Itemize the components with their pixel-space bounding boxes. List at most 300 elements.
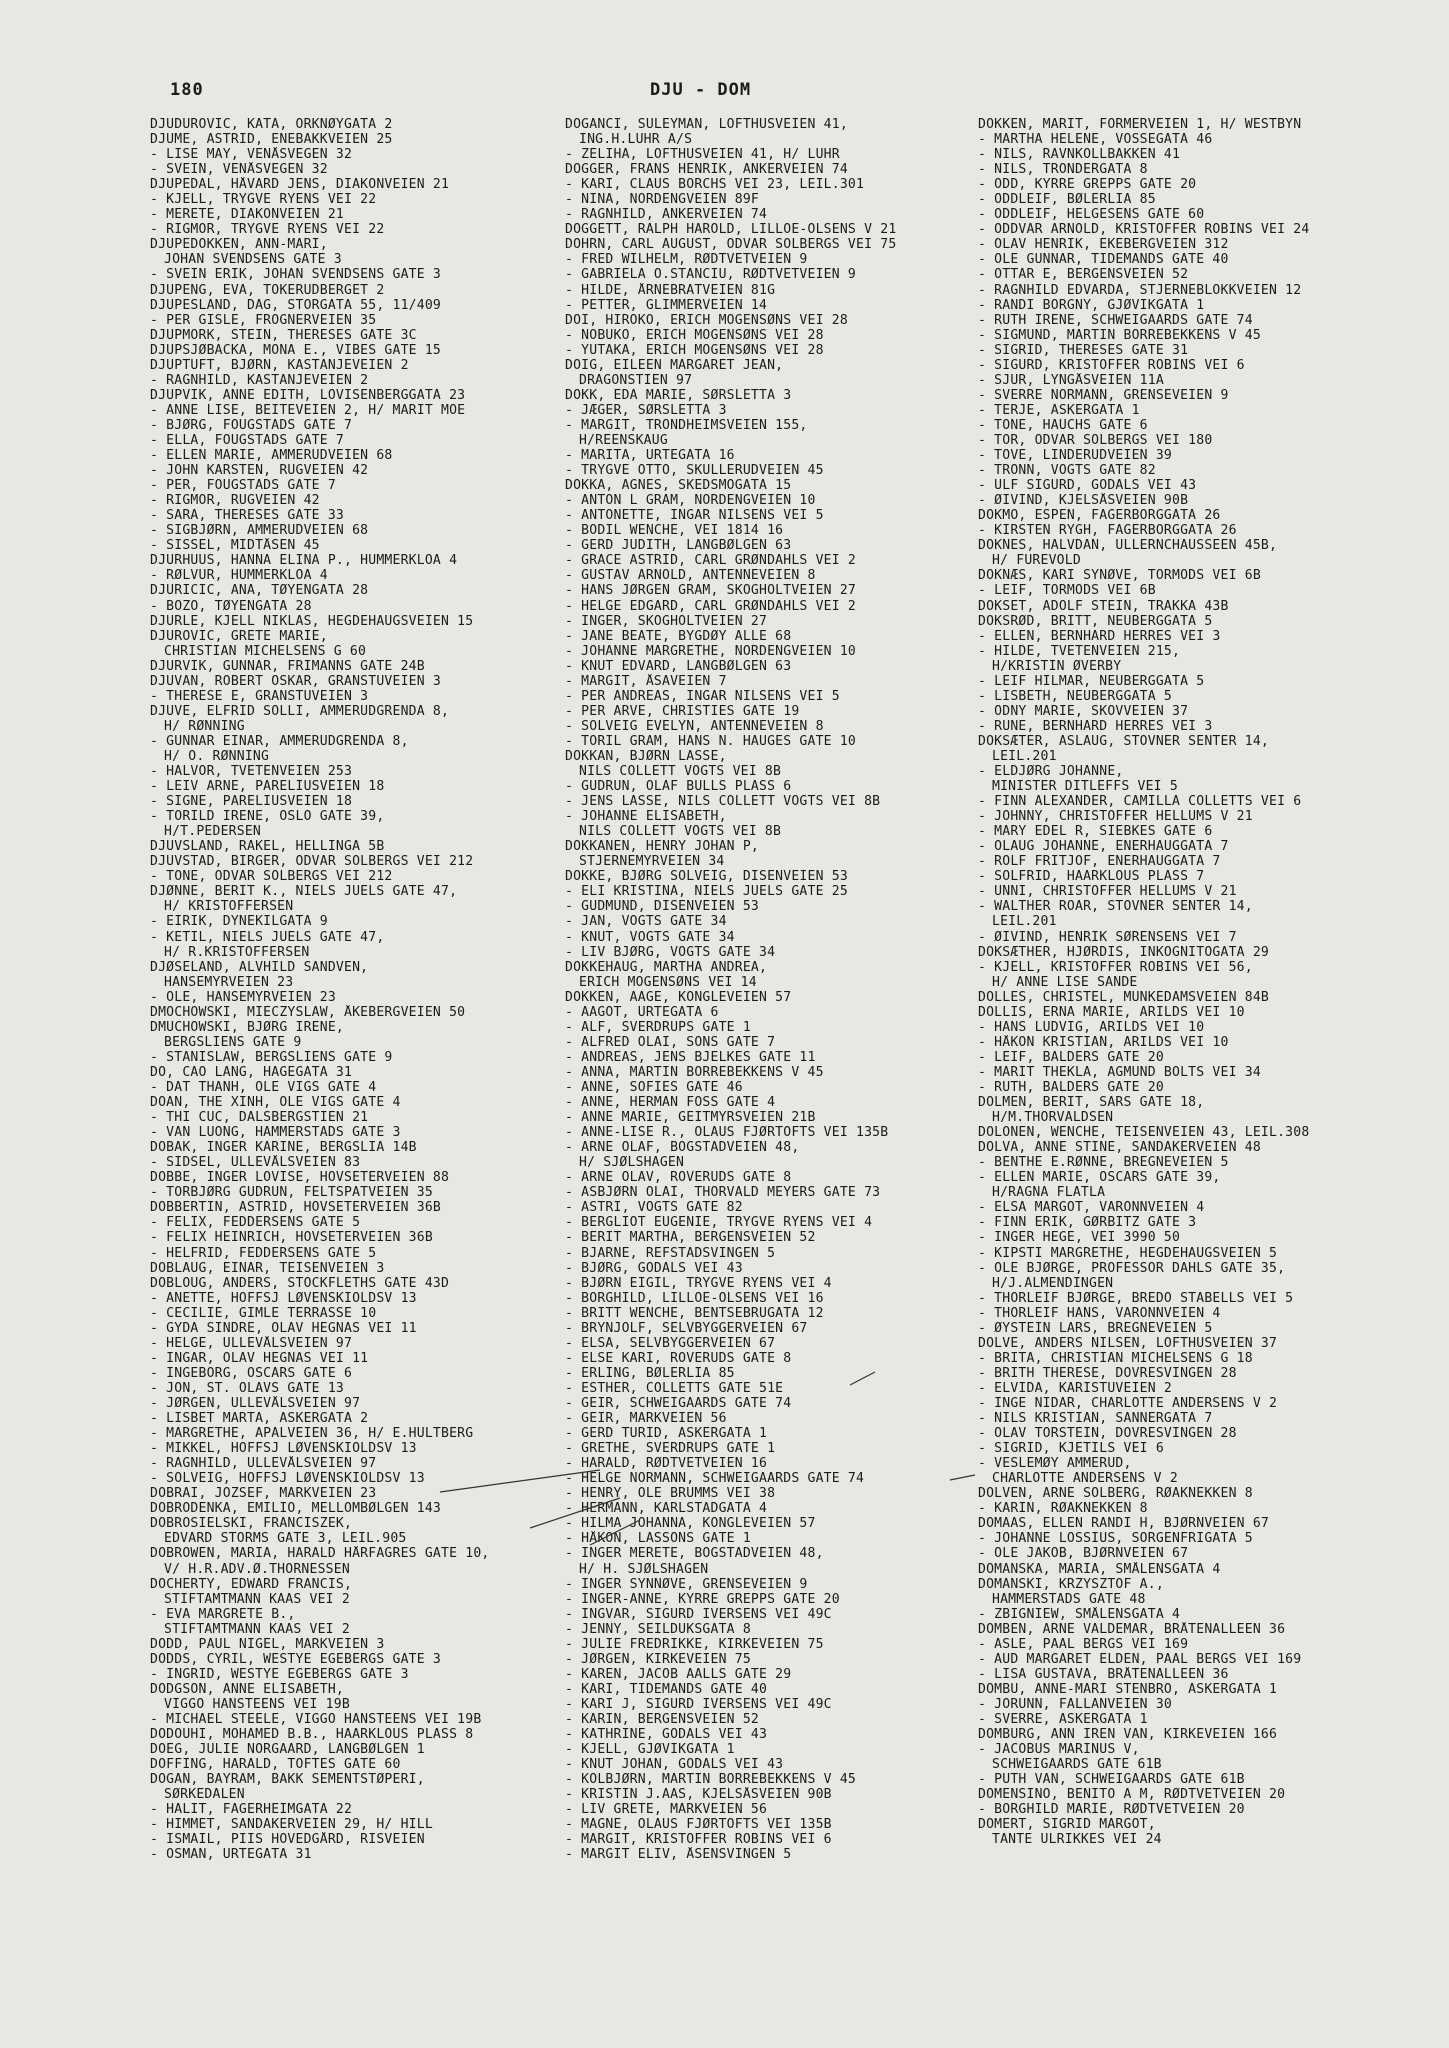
directory-entry: - GRETHE, SVERDRUPS GATE 1 xyxy=(565,1441,776,1457)
directory-entry: SØRKEDALEN xyxy=(164,1787,245,1803)
directory-entry: - ELDJØRG JOHANNE, xyxy=(978,764,1124,780)
directory-entry: - ØYSTEIN LARS, BREGNEVEIEN 5 xyxy=(978,1320,1213,1336)
directory-entry: - OLAUG JOHANNE, ENERHAUGGATA 7 xyxy=(978,839,1229,855)
directory-entry: - ODDLEIF, BØLERLIA 85 xyxy=(978,192,1156,208)
directory-entry: - RANDI BORGNY, GJØVIKGATA 1 xyxy=(978,297,1205,313)
directory-entry: - ODD, KYRRE GREPPS GATE 20 xyxy=(978,177,1197,193)
directory-entry: DOFFING, HARALD, TOFTES GATE 60 xyxy=(150,1757,401,1773)
directory-entry: DOKKEHAUG, MARTHA ANDREA, xyxy=(565,959,768,975)
directory-entry: - HENRY, OLE BRUMMS VEI 38 xyxy=(565,1486,776,1502)
directory-entry: - ANDREAS, JENS BJELKES GATE 11 xyxy=(565,1049,816,1065)
directory-entry: - SIGURD, KRISTOFFER ROBINS VEI 6 xyxy=(978,357,1245,373)
directory-entry: - RAGNHILD, ANKERVEIEN 74 xyxy=(565,207,768,223)
directory-entry: - JØRGEN, KIRKEVEIEN 75 xyxy=(565,1651,751,1667)
directory-entry: DOKKEN, AAGE, KONGLEVEIEN 57 xyxy=(565,989,792,1005)
directory-entry: H/ FUREVOLD xyxy=(992,553,1081,569)
directory-entry: DOKKANEN, HENRY JOHAN P, xyxy=(565,839,759,855)
directory-entry: DOGAN, BAYRAM, BAKK SEMENTSTØPERI, xyxy=(150,1772,425,1788)
directory-entry: DOCHERTY, EDWARD FRANCIS, xyxy=(150,1576,353,1592)
directory-entry: - RUNE, BERNHARD HERRES VEI 3 xyxy=(978,718,1213,734)
directory-entry: - ARNE OLAV, ROVERUDS GATE 8 xyxy=(565,1170,792,1186)
directory-entry: - SVERRE, ASKERGATA 1 xyxy=(978,1711,1148,1727)
directory-entry: - INGER MERETE, BOGSTADVEIEN 48, xyxy=(565,1546,824,1562)
directory-entry: - TORIL GRAM, HANS N. HAUGES GATE 10 xyxy=(565,733,856,749)
directory-entry: V/ H.R.ADV.Ø.THORNESSEN xyxy=(164,1561,350,1577)
directory-entry: DOBRAI, JOZSEF, MARKVEIEN 23 xyxy=(150,1486,377,1502)
directory-entry: - ELLA, FOUGSTADS GATE 7 xyxy=(150,432,344,448)
directory-entry: - BERGLIOT EUGENIE, TRYGVE RYENS VEI 4 xyxy=(565,1215,873,1231)
directory-entry: - PER ARVE, CHRISTIES GATE 19 xyxy=(565,703,800,719)
directory-entry: - SIGRID, THERESES GATE 31 xyxy=(978,342,1189,358)
directory-entry: - RIGMOR, TRYGVE RYENS VEI 22 xyxy=(150,222,385,238)
directory-entry: - BJØRG, FOUGSTADS GATE 7 xyxy=(150,417,353,433)
directory-entry: H/ O. RØNNING xyxy=(164,748,270,764)
directory-entry: H/M.THORVALDSEN xyxy=(992,1110,1114,1126)
directory-entry: - BORGHILD MARIE, RØDTVETVEIEN 20 xyxy=(978,1802,1245,1818)
directory-entry: - TORILD IRENE, OSLO GATE 39, xyxy=(150,809,385,825)
directory-entry: - KARIN, RØAKNEKKEN 8 xyxy=(978,1501,1148,1517)
directory-entry: - RUTH, BALDERS GATE 20 xyxy=(978,1080,1164,1095)
directory-entry: - TRONN, VOGTS GATE 82 xyxy=(978,463,1156,479)
directory-entry: - SVERRE NORMANN, GRENSEVEIEN 9 xyxy=(978,387,1229,403)
directory-entry: - GEIR, SCHWEIGAARDS GATE 74 xyxy=(565,1395,792,1411)
directory-entry: DOMENSINO, BENITO A M, RØDTVETVEIEN 20 xyxy=(978,1787,1286,1803)
directory-entry: - ANTON L GRAM, NORDENGVEIEN 10 xyxy=(565,493,816,509)
directory-entry: - RIGMOR, RUGVEIEN 42 xyxy=(150,493,320,509)
directory-entry: - OTTAR E, BERGENSVEIEN 52 xyxy=(978,267,1189,283)
directory-entry: H/ KRISTOFFERSEN xyxy=(164,899,294,915)
directory-entry: - LEIF, BALDERS GATE 20 xyxy=(978,1049,1164,1065)
directory-entry: DJUPEDOKKEN, ANN-MARI, xyxy=(150,237,328,253)
directory-entry: DJUVE, ELFRID SOLLI, AMMERUDGRENDA 8, xyxy=(150,703,450,719)
directory-entry: DJUPSJØBACKA, MONA E., VIBES GATE 15 xyxy=(150,342,441,358)
directory-entry: - FINN ERIK, GØRBITZ GATE 3 xyxy=(978,1215,1197,1231)
directory-entry: - ULF SIGURD, GODALS VEI 43 xyxy=(978,478,1197,494)
directory-entry: - VESLEMØY AMMERUD, xyxy=(978,1456,1132,1472)
directory-entry: - SOLFRID, HAARKLOUS PLASS 7 xyxy=(978,869,1205,885)
directory-entry: - PUTH VAN, SCHWEIGAARDS GATE 61B xyxy=(978,1772,1245,1788)
directory-entry: - KIRSTEN RYGH, FAGERBORGGATA 26 xyxy=(978,523,1237,539)
directory-entry: - LEIF, TORMODS VEI 6B xyxy=(978,583,1156,599)
directory-entry: - KATHRINE, GODALS VEI 43 xyxy=(565,1727,768,1743)
directory-entry: - ANETTE, HOFFSJ LØVENSKIOLDSV 13 xyxy=(150,1290,417,1306)
directory-entry: CHRISTIAN MICHELSENS G 60 xyxy=(164,643,367,659)
directory-entry: DJUPEDAL, HÅVARD JENS, DIAKONVEIEN 21 xyxy=(150,177,450,193)
directory-entry: DJUDUROVIC, KATA, ORKNØYGATA 2 xyxy=(150,117,393,132)
directory-entry: - ELSE KARI, ROVERUDS GATE 8 xyxy=(565,1350,792,1366)
directory-entry: NILS COLLETT VOGTS VEI 8B xyxy=(579,824,782,840)
directory-entry: DOKK, EDA MARIE, SØRSLETTA 3 xyxy=(565,387,792,403)
directory-entry: - JØRGEN, ULLEVÅLSVEIEN 97 xyxy=(150,1395,361,1411)
directory-entry: - GEIR, MARKVEIEN 56 xyxy=(565,1411,727,1427)
directory-entry: JOHAN SVENDSENS GATE 3 xyxy=(164,252,342,268)
directory-entry: DOMANSKA, MARIA, SMÅLENSGATA 4 xyxy=(978,1561,1221,1577)
directory-entry: - ARNE OLAF, BOGSTADVEIEN 48, xyxy=(565,1140,800,1156)
directory-entry: - BENTHE E.RØNNE, BREGNEVEIEN 5 xyxy=(978,1155,1229,1171)
directory-entry: DOLVA, ANNE STINE, SANDAKERVEIEN 48 xyxy=(978,1140,1261,1156)
directory-entry: - ANTONETTE, INGAR NILSENS VEI 5 xyxy=(565,508,824,524)
column-right xyxy=(978,117,1418,1847)
directory-entry: - GERD JUDITH, LANGBØLGEN 63 xyxy=(565,538,792,554)
directory-entry: DOMBURG, ANN IREN VAN, KIRKEVEIEN 166 xyxy=(978,1727,1278,1743)
directory-entry: DJURLE, KJELL NIKLAS, HEGDEHAUGSVEIEN 15 xyxy=(150,613,474,629)
directory-entry: - ANNE, HERMAN FOSS GATE 4 xyxy=(565,1095,776,1111)
directory-entry: - KAREN, JACOB AALLS GATE 29 xyxy=(565,1666,792,1682)
directory-entry: - JENNY, SEILDUKSGATA 8 xyxy=(565,1621,751,1637)
directory-entry: - FELIX HEINRICH, HOVSETERVEIEN 36B xyxy=(150,1230,433,1246)
directory-entry: DJURVIK, GUNNAR, FRIMANNS GATE 24B xyxy=(150,658,425,674)
directory-entry: - LIV BJØRG, VOGTS GATE 34 xyxy=(565,944,776,960)
directory-entry: - RAGNHILD, KASTANJEVEIEN 2 xyxy=(150,372,369,388)
directory-entry: DOHRN, CARL AUGUST, ODVAR SOLBERGS VEI 75 xyxy=(565,237,897,253)
directory-entry: DOIG, EILEEN MARGARET JEAN, xyxy=(565,357,784,373)
directory-entry: - KJELL, TRYGVE RYENS VEI 22 xyxy=(150,192,377,208)
directory-entry: - ASBJØRN OLAI, THORVALD MEYERS GATE 73 xyxy=(565,1185,881,1201)
directory-entry: - JOHANNE LOSSIUS, SORGENFRIGATA 5 xyxy=(978,1531,1253,1547)
directory-entry: - KETIL, NIELS JUELS GATE 47, xyxy=(150,929,385,945)
directory-entry: - HILMA JOHANNA, KONGLEVEIEN 57 xyxy=(565,1516,816,1532)
directory-entry: DJUVSTAD, BIRGER, ODVAR SOLBERGS VEI 212 xyxy=(150,854,474,870)
directory-entry: DMUCHOWSKI, BJØRG IRENE, xyxy=(150,1019,344,1035)
directory-entry: - LIV GRETE, MARKVEIEN 56 xyxy=(565,1802,768,1818)
directory-entry: - JOHNNY, CHRISTOFFER HELLUMS V 21 xyxy=(978,809,1253,825)
directory-entry: BERGSLIENS GATE 9 xyxy=(164,1034,302,1050)
directory-entry: - ALF, SVERDRUPS GATE 1 xyxy=(565,1019,751,1035)
directory-entry: - HILDE, ÅRNEBRATVEIEN 81G xyxy=(565,282,776,298)
directory-entry: - YUTAKA, ERICH MOGENSØNS VEI 28 xyxy=(565,342,824,358)
directory-entry: - HIMMET, SANDAKERVEIEN 29, H/ HILL xyxy=(150,1817,433,1833)
directory-entry: DODDS, CYRIL, WESTYE EGEBERGS GATE 3 xyxy=(150,1651,441,1667)
directory-entry: DOLMEN, BERIT, SARS GATE 18, xyxy=(978,1095,1205,1111)
directory-entry: - BRITA, CHRISTIAN MICHELSENS G 18 xyxy=(978,1350,1253,1366)
directory-entry: SCHWEIGAARDS GATE 61B xyxy=(992,1757,1162,1773)
directory-entry: - ELLEN MARIE, AMMERUDVEIEN 68 xyxy=(150,448,393,464)
directory-entry: - MIKKEL, HOFFSJ LØVENSKIOLDSV 13 xyxy=(150,1441,417,1457)
directory-entry: - THORLEIF BJØRGE, BREDO STABELLS VEI 5 xyxy=(978,1290,1294,1306)
directory-entry: - PER ANDREAS, INGAR NILSENS VEI 5 xyxy=(565,688,840,704)
directory-entry: - KOLBJØRN, MARTIN BORREBEKKENS V 45 xyxy=(565,1772,856,1788)
directory-entry: - ANNE LISE, BEITEVEIEN 2, H/ MARIT MOE xyxy=(150,402,466,418)
directory-entry: - SIGBJØRN, AMMERUDVEIEN 68 xyxy=(150,523,369,539)
directory-entry: - GUSTAV ARNOLD, ANTENNEVEIEN 8 xyxy=(565,568,816,584)
directory-entry: - LISE MAY, VENÅSVEGEN 32 xyxy=(150,147,353,163)
directory-entry: - NINA, NORDENGVEIEN 89F xyxy=(565,192,759,208)
directory-entry: - SOLVEIG, HOFFSJ LØVENSKIOLDSV 13 xyxy=(150,1471,425,1487)
directory-entry: - SVEIN ERIK, JOHAN SVENDSENS GATE 3 xyxy=(150,267,441,283)
directory-entry: DOKKAN, BJØRN LASSE, xyxy=(565,748,727,764)
directory-entry: - MARGIT, ÅSAVEIEN 7 xyxy=(565,673,727,689)
directory-entry: - HALIT, FAGERHEIMGATA 22 xyxy=(150,1802,353,1818)
directory-entry: ING.H.LÜHR A/S xyxy=(579,132,693,148)
directory-entry: - HALVOR, TVETENVEIEN 253 xyxy=(150,764,353,780)
directory-entry: - BORGHILD, LILLOE-OLSENS VEI 16 xyxy=(565,1290,824,1306)
directory-entry: DOLONEN, WENCHE, TEISENVEIEN 43, LEIL.308 xyxy=(978,1125,1310,1141)
directory-entry: - ROLF FRITJOF, ENERHAUGGATA 7 xyxy=(978,854,1221,870)
directory-entry: - TONE, ODVAR SOLBERGS VEI 212 xyxy=(150,869,393,885)
directory-entry: - INGER HEGE, VEI 3990 50 xyxy=(978,1230,1181,1246)
directory-entry: - JÆGER, SØRSLETTA 3 xyxy=(565,402,727,418)
directory-entry: - TRYGVE OTTO, SKULLERUDVEIEN 45 xyxy=(565,463,824,479)
directory-entry: - KJELL, KRISTOFFER ROBINS VEI 56, xyxy=(978,959,1253,975)
directory-entry: - MARGIT, TRONDHEIMSVEIEN 155, xyxy=(565,417,808,433)
directory-entry: - LEIF HILMAR, NEUBERGGATA 5 xyxy=(978,673,1205,689)
directory-entry: - HILDE, TVETENVEIEN 215, xyxy=(978,643,1181,659)
directory-entry: - SJUR, LYNGÅSVEIEN 11A xyxy=(978,372,1164,388)
directory-entry: DJØSELAND, ALVHILD SANDVEN, xyxy=(150,959,369,975)
directory-entry: - THERESE E, GRANSTUVEIEN 3 xyxy=(150,688,369,704)
directory-entry: - KRISTIN J.AAS, KJELSÅSVEIEN 90B xyxy=(565,1787,832,1803)
directory-entry: - BERIT MARTHA, BERGENSVEIEN 52 xyxy=(565,1230,816,1246)
directory-entry: - MERETE, DIAKONVEIEN 21 xyxy=(150,207,344,223)
directory-entry: - INGE NIDAR, CHARLOTTE ANDERSENS V 2 xyxy=(978,1395,1278,1411)
directory-entry: - JOHANNE ELISABETH, xyxy=(565,809,727,825)
directory-entry: DOKSÆTER, ASLAUG, STOVNER SENTER 14, xyxy=(978,733,1269,749)
directory-entry: - JANE BEATE, BYGDØY ALLE 68 xyxy=(565,628,792,644)
directory-entry: - LEIV ARNE, PARELIUSVEIEN 18 xyxy=(150,779,385,795)
directory-entry: DOBROWEN, MARIA, HARALD HÅRFAGRES GATE 10, xyxy=(150,1546,490,1562)
directory-entry: - ODNY MARIE, SKOVVEIEN 37 xyxy=(978,703,1189,719)
directory-entry: - SIGRID, KJETILS VEI 6 xyxy=(978,1441,1164,1457)
directory-entry: DOKKA, AGNES, SKEDSMOGATA 15 xyxy=(565,478,792,494)
directory-entry: - EVA MARGRETE B., xyxy=(150,1606,296,1622)
directory-entry: DOGGETT, RALPH HAROLD, LILLOE-OLSENS V 21 xyxy=(565,222,897,238)
directory-entry: DOLLES, CHRISTEL, MUNKEDAMSVEIEN 84B xyxy=(978,989,1269,1005)
directory-entry: - RØLVUR, HUMMERKLOA 4 xyxy=(150,568,328,584)
directory-entry: - ØIVIND, KJELSÅSVEIEN 90B xyxy=(978,493,1189,509)
directory-entry: - GABRIELA O.STANCIU, RØDTVETVEIEN 9 xyxy=(565,267,856,283)
directory-entry: - SISSEL, MIDTÅSEN 45 xyxy=(150,538,320,554)
directory-entry: - HANS LUDVIG, ARILDS VEI 10 xyxy=(978,1019,1205,1035)
directory-entry: - RUTH IRENE, SCHWEIGAARDS GATE 74 xyxy=(978,312,1253,328)
directory-entry: H/ RØNNING xyxy=(164,718,245,734)
directory-entry: - MARITA, URTEGATA 16 xyxy=(565,448,735,464)
directory-entry: - JAN, VOGTS GATE 34 xyxy=(565,914,727,930)
directory-entry: - MARGIT ELIV, ÅSENSVINGEN 5 xyxy=(565,1847,792,1863)
directory-entry: - KARI, TIDEMANDS GATE 40 xyxy=(565,1681,768,1697)
directory-entry: - WALTHER ROAR, STOVNER SENTER 14, xyxy=(978,899,1253,915)
directory-entry: DOEG, JULIE NORGAARD, LANGBØLGEN 1 xyxy=(150,1742,425,1758)
directory-entry: DMOCHOWSKI, MIECZYSLAW, ÅKEBERGVEIEN 50 xyxy=(150,1004,466,1020)
directory-entry: - HÅKON, LASSONS GATE 1 xyxy=(565,1531,751,1547)
directory-entry: - THI CUC, DALSBERGSTIEN 21 xyxy=(150,1110,369,1126)
directory-entry: DOKSRØD, BRITT, NEUBERGGATA 5 xyxy=(978,613,1213,629)
directory-entry: H/ ANNE LISE SANDE xyxy=(992,974,1138,990)
directory-entry: - DAT THANH, OLE VIGS GATE 4 xyxy=(150,1080,377,1095)
page-number: 180 xyxy=(170,80,204,100)
directory-entry: - BJØRN EIGIL, TRYGVE RYENS VEI 4 xyxy=(565,1275,832,1291)
directory-entry: - ISMAIL, PIIS HOVEDGÅRD, RISVEIEN xyxy=(150,1832,425,1848)
directory-entry: DJURICIC, ANA, TØYENGATA 28 xyxy=(150,583,369,599)
directory-entry: - ELVIDA, KARISTUVEIEN 2 xyxy=(978,1380,1172,1396)
directory-entry: DOBAK, INGER KARINE, BERGSLIA 14B xyxy=(150,1140,417,1156)
directory-entry: HANSEMYRVEIEN 23 xyxy=(164,974,294,990)
directory-entry: DOI, HIROKO, ERICH MOGENSØNS VEI 28 xyxy=(565,312,848,328)
directory-entry: - ELLEN, BERNHARD HERRES VEI 3 xyxy=(978,628,1221,644)
directory-entry: DOLVEN, ARNE SOLBERG, RØAKNEKKEN 8 xyxy=(978,1486,1253,1502)
directory-entry: DOKSET, ADOLF STEIN, TRAKKA 43B xyxy=(978,598,1229,614)
directory-entry: - INGVAR, SIGURD IVERSENS VEI 49C xyxy=(565,1606,832,1622)
directory-entry: - FRED WILHELM, RØDTVETVEIEN 9 xyxy=(565,252,808,268)
directory-entry: - BJARNE, REFSTADSVINGEN 5 xyxy=(565,1245,776,1261)
directory-entry: - RAGNHILD EDVARDA, STJERNEBLOKKVEIEN 12 xyxy=(978,282,1302,298)
running-head: DJU - DOM xyxy=(650,80,752,100)
directory-entry: - KNUT, VOGTS GATE 34 xyxy=(565,929,735,945)
directory-entry: - INGER-ANNE, KYRRE GREPPS GATE 20 xyxy=(565,1591,840,1607)
directory-entry: - UNNI, CHRISTOFFER HELLUMS V 21 xyxy=(978,884,1237,900)
directory-entry: DODD, PAUL NIGEL, MARKVEIEN 3 xyxy=(150,1636,385,1652)
directory-entry: DJUPTUFT, BJØRN, KASTANJEVEIEN 2 xyxy=(150,357,409,373)
directory-entry: - BOZO, TØYENGATA 28 xyxy=(150,598,312,614)
directory-entry: - INGEBORG, OSCARS GATE 6 xyxy=(150,1365,353,1381)
directory-entry: H/ R.KRISTOFFERSEN xyxy=(164,944,310,960)
directory-entry: - ANNE-LISE R., OLAUS FJØRTOFTS VEI 135B xyxy=(565,1125,889,1141)
directory-entry: DJUPVIK, ANNE EDITH, LOVISENBERGGATA 23 xyxy=(150,387,466,403)
column-middle xyxy=(565,117,965,1862)
directory-entry: DOBROSIELSKI, FRANCISZEK, xyxy=(150,1516,353,1532)
directory-entry: - FELIX, FEDDERSENS GATE 5 xyxy=(150,1215,361,1231)
directory-entry: H/J.ALMENDINGEN xyxy=(992,1275,1114,1291)
directory-entry: - KIPSTI MARGRETHE, HEGDEHAUGSVEIEN 5 xyxy=(978,1245,1278,1261)
directory-entry: MINISTER DITLEFFS VEI 5 xyxy=(992,779,1178,795)
directory-entry: - SIGNE, PARELIUSVEIEN 18 xyxy=(150,794,353,810)
directory-entry: - EIRIK, DYNEKILGATA 9 xyxy=(150,914,328,930)
directory-entry: EDVARD STORMS GATE 3, LEIL.905 xyxy=(164,1531,407,1547)
directory-entry: - ELI KRISTINA, NIELS JUELS GATE 25 xyxy=(565,884,848,900)
directory-entry: - JORUNN, FALLANVEIEN 30 xyxy=(978,1696,1172,1712)
directory-entry: - LISA GUSTAVA, BRÅTENALLEEN 36 xyxy=(978,1666,1229,1682)
directory-entry: - JACOBUS MARINUS V, xyxy=(978,1742,1140,1758)
directory-entry: - TONE, HAUCHS GATE 6 xyxy=(978,417,1148,433)
directory-entry: - MARIT THEKLA, AGMUND BOLTS VEI 34 xyxy=(978,1064,1261,1080)
directory-entry: - ODDLEIF, HELGESENS GATE 60 xyxy=(978,207,1205,223)
directory-entry: STIFTAMTMANN KAAS VEI 2 xyxy=(164,1621,350,1637)
directory-entry: DOKKE, BJØRG SOLVEIG, DISENVEIEN 53 xyxy=(565,869,848,885)
directory-entry: DOMERT, SIGRID MARGOT, xyxy=(978,1817,1156,1833)
directory-entry: - RAGNHILD, ULLEVÅLSVEIEN 97 xyxy=(150,1456,377,1472)
directory-entry: DOBRODENKA, EMILIO, MELLOMBØLGEN 143 xyxy=(150,1501,441,1517)
directory-entry: - LISBETH, NEUBERGGATA 5 xyxy=(978,688,1172,704)
directory-entry: DODOUHI, MOHAMED B.B., HAARKLOUS PLASS 8 xyxy=(150,1727,474,1743)
directory-entry: - MARGRETHE, APALVEIEN 36, H/ E.HULTBERG xyxy=(150,1426,474,1442)
directory-entry: - JOHANNE MARGRETHE, NORDENGVEIEN 10 xyxy=(565,643,856,659)
directory-entry: DOKSÆTHER, HJØRDIS, INKOGNITOGATA 29 xyxy=(978,944,1269,960)
directory-entry: - SOLVEIG EVELYN, ANTENNEVEIEN 8 xyxy=(565,718,824,734)
directory-entry: - BRITH THERESE, DOVRESVINGEN 28 xyxy=(978,1365,1237,1381)
directory-entry: - GERD TURID, ASKERGATA 1 xyxy=(565,1426,768,1442)
directory-entry: DOBLAUG, EINAR, TEISENVEIEN 3 xyxy=(150,1260,385,1276)
directory-entry: H/REENSKAUG xyxy=(579,432,668,448)
directory-entry: DOGANCI, SULEYMAN, LOFTHUSVEIEN 41, xyxy=(565,117,848,132)
directory-entry: - LISBET MARTA, ASKERGATA 2 xyxy=(150,1411,369,1427)
directory-entry: - ASTRI, VOGTS GATE 82 xyxy=(565,1200,743,1216)
directory-entry: - ØIVIND, HENRIK SØRENSENS VEI 7 xyxy=(978,929,1237,945)
directory-entry: HAMMERSTADS GATE 48 xyxy=(992,1591,1146,1607)
directory-entry: H/ SJØLSHAGEN xyxy=(579,1155,685,1171)
directory-entry: - ZELIHA, LOFTHUSVEIEN 41, H/ LÜHR xyxy=(565,147,840,163)
directory-entry: DJUME, ASTRID, ENEBAKKVEIEN 25 xyxy=(150,132,393,148)
directory-entry: - OLAV HENRIK, EKEBERGVEIEN 312 xyxy=(978,237,1229,253)
directory-entry: - ERLING, BØLERLIA 85 xyxy=(565,1365,735,1381)
directory-entry: - ANNE MARIE, GEITMYRSVEIEN 21B xyxy=(565,1110,816,1126)
directory-entry: - HERMANN, KARLSTADGATA 4 xyxy=(565,1501,768,1517)
directory-entry: - OLE GUNNAR, TIDEMANDS GATE 40 xyxy=(978,252,1229,268)
directory-entry: LEIL.201 xyxy=(992,748,1057,764)
directory-entry: - AUD MARGARET ELDEN, PAAL BERGS VEI 169 xyxy=(978,1651,1302,1667)
directory-entry: STIFTAMTMANN KAAS VEI 2 xyxy=(164,1591,350,1607)
directory-entry: - HANS JØRGEN GRAM, SKOGHOLTVEIEN 27 xyxy=(565,583,856,599)
directory-entry: H/ H. SJØLSHAGEN xyxy=(579,1561,709,1577)
directory-entry: - GRACE ASTRID, CARL GRØNDAHLS VEI 2 xyxy=(565,553,856,569)
directory-entry: - KARIN, BERGENSVEIEN 52 xyxy=(565,1711,759,1727)
directory-entry: - MARY EDEL R, SIEBKES GATE 6 xyxy=(978,824,1213,840)
directory-entry: DJURHUUS, HANNA ELINA P., HUMMERKLOA 4 xyxy=(150,553,458,569)
directory-entry: DOKKEN, MARIT, FORMERVEIEN 1, H/ WESTBYN xyxy=(978,117,1302,132)
directory-entry: DJUVAN, ROBERT OSKAR, GRANSTUVEIEN 3 xyxy=(150,673,441,689)
directory-entry: - ANNE, SOFIES GATE 46 xyxy=(565,1080,743,1095)
directory-entry: - HELGE EDGARD, CARL GRØNDAHLS VEI 2 xyxy=(565,598,856,614)
directory-entry: DO, CAO LANG, HAGEGATA 31 xyxy=(150,1064,353,1080)
directory-entry: - KJELL, GJØVIKGATA 1 xyxy=(565,1742,735,1758)
directory-entry: NILS COLLETT VOGTS VEI 8B xyxy=(579,764,782,780)
directory-entry: - BODIL WENCHE, VEI 1814 16 xyxy=(565,523,784,539)
directory-entry: - ELSA, SELVBYGGERVEIEN 67 xyxy=(565,1335,776,1351)
directory-entry: DJUVSLAND, RAKEL, HELLINGA 5B xyxy=(150,839,385,855)
directory-entry: DOLLIS, ERNA MARIE, ARILDS VEI 10 xyxy=(978,1004,1245,1020)
directory-entry: H/RAGNA FLATLA xyxy=(992,1185,1106,1201)
directory-entry: - VAN LUONG, HAMMERSTADS GATE 3 xyxy=(150,1125,401,1141)
directory-entry: - ELSA MARGOT, VARONNVEIEN 4 xyxy=(978,1200,1205,1216)
directory-entry: H/KRISTIN ØVERBY xyxy=(992,658,1122,674)
directory-entry: DOBBERTIN, ASTRID, HOVSETERVEIEN 36B xyxy=(150,1200,441,1216)
directory-entry: - KNUT JOHAN, GODALS VEI 43 xyxy=(565,1757,784,1773)
directory-entry: - INGAR, OLAV HEGNAS VEI 11 xyxy=(150,1350,369,1366)
directory-entry: - GUNNAR EINAR, AMMERUDGRENDA 8, xyxy=(150,733,409,749)
directory-entry: STJERNEMYRVEIEN 34 xyxy=(579,854,725,870)
directory-entry: - BRITT WENCHE, BENTSEBRUGATA 12 xyxy=(565,1305,824,1321)
directory-entry: - MARGIT, KRISTOFFER ROBINS VEI 6 xyxy=(565,1832,832,1848)
directory-entry: - MICHAEL STEELE, VIGGO HANSTEENS VEI 19B xyxy=(150,1711,482,1727)
directory-entry: - KARI J, SIGURD IVERSENS VEI 49C xyxy=(565,1696,832,1712)
directory-entry: DJUPMORK, STEIN, THERESES GATE 3C xyxy=(150,327,417,343)
directory-entry: DOAN, THE XINH, OLE VIGS GATE 4 xyxy=(150,1095,401,1111)
directory-entry: H/T.PEDERSEN xyxy=(164,824,261,840)
directory-entry: - SVEIN, VENÅSVEGEN 32 xyxy=(150,162,328,178)
directory-entry: - TOR, ODVAR SOLBERGS VEI 180 xyxy=(978,432,1213,448)
directory-entry: - HELGE NORMANN, SCHWEIGAARDS GATE 74 xyxy=(565,1471,865,1487)
directory-entry: DOBBE, INGER LOVISE, HOVSETERVEIEN 88 xyxy=(150,1170,450,1186)
directory-entry: - PER, FOUGSTADS GATE 7 xyxy=(150,478,336,494)
directory-entry: - INGER, SKOGHOLTVEIEN 27 xyxy=(565,613,768,629)
directory-entry: - GYDA SINDRE, OLAV HEGNAS VEI 11 xyxy=(150,1320,417,1336)
directory-entry: - SARA, THERESES GATE 33 xyxy=(150,508,344,524)
directory-entry: - JENS LASSE, NILS COLLETT VOGTS VEI 8B xyxy=(565,794,881,810)
directory-entry: DOBLOUG, ANDERS, STOCKFLETHS GATE 43D xyxy=(150,1275,450,1291)
directory-entry: - KNUT EDVARD, LANGBØLGEN 63 xyxy=(565,658,792,674)
directory-entry: - INGRID, WESTYE EGEBERGS GATE 3 xyxy=(150,1666,409,1682)
directory-entry: DRAGONSTIEN 97 xyxy=(579,372,693,388)
directory-entry: LEIL.201 xyxy=(992,914,1057,930)
directory-entry: - NILS, TRONDERGATA 8 xyxy=(978,162,1148,178)
directory-entry: - ZBIGNIEW, SMÅLENSGATA 4 xyxy=(978,1606,1181,1622)
directory-entry: - PER GISLE, FROGNERVEIEN 35 xyxy=(150,312,377,328)
directory-entry: - FINN ALEXANDER, CAMILLA COLLETTS VEI 6 xyxy=(978,794,1302,810)
directory-entry: - TOVE, LINDERUDVEIEN 39 xyxy=(978,448,1172,464)
directory-entry: - JON, ST. OLAVS GATE 13 xyxy=(150,1380,344,1396)
directory-entry: - JULIE FREDRIKKE, KIRKEVEIEN 75 xyxy=(565,1636,824,1652)
directory-entry: - OSMAN, URTEGATA 31 xyxy=(150,1847,312,1863)
column-left xyxy=(150,117,560,1862)
directory-entry: - MARTHA HELENE, VOSSEGATA 46 xyxy=(978,132,1213,148)
